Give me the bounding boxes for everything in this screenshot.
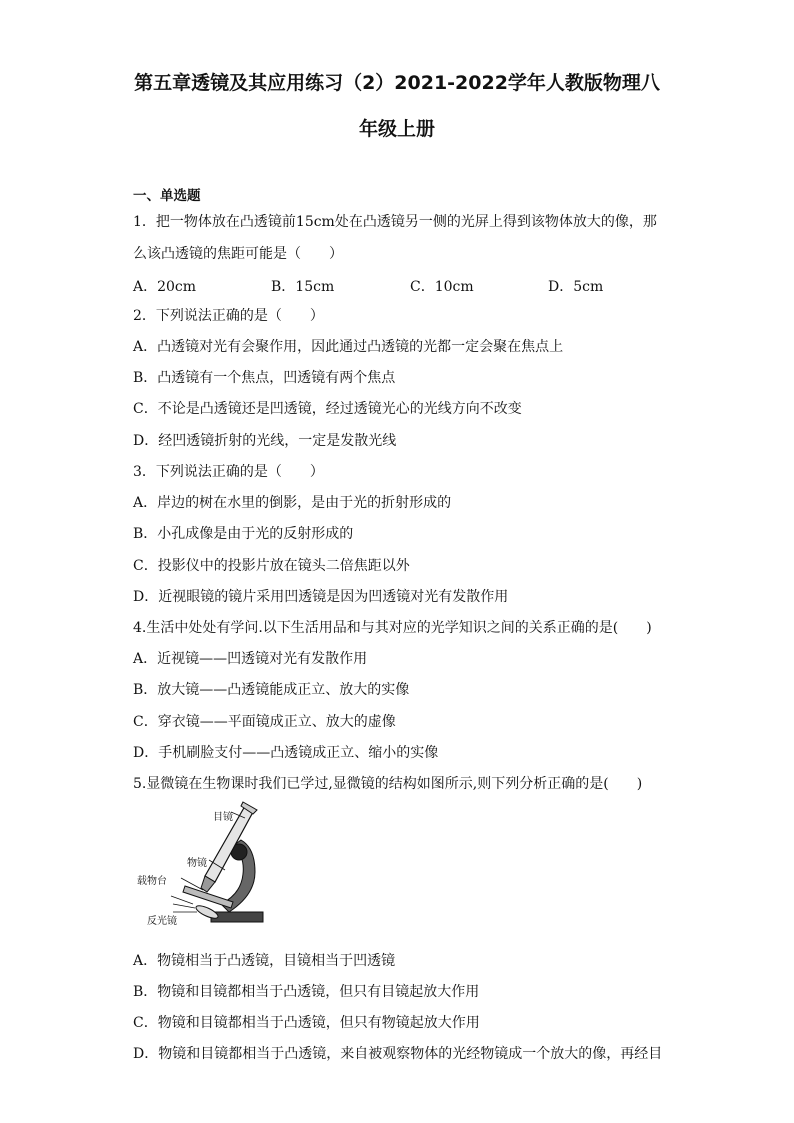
question-4-stem: 4.生活中处处有学问.以下生活用品和与其对应的光学知识之间的关系正确的是( ) (133, 620, 652, 636)
question-4-option-a: A．近视镜——凹透镜对光有发散作用 (133, 651, 368, 667)
question-1-stem-line-1: 1．把一物体放在凸透镜前15cm处在凸透镜另一侧的光屏上得到该物体放大的像，那 (133, 214, 657, 230)
question-2-option-b: B．凸透镜有一个焦点，凹透镜有两个焦点 (133, 370, 396, 386)
question-1-option-d: D．5cm (548, 279, 604, 295)
question-3-stem: 3．下列说法正确的是（ ） (133, 464, 324, 480)
question-5-option-a: A．物镜相当于凸透镜，目镜相当于凹透镜 (133, 953, 396, 969)
figure-label-stage: 载物台 (137, 876, 167, 887)
microscope-figure (133, 800, 273, 930)
figure-label-objective: 物镜 (187, 858, 207, 869)
question-3-option-c: C．投影仪中的投影片放在镜头二倍焦距以外 (133, 558, 410, 574)
section-title: 一、单选题 (133, 188, 201, 204)
question-5-option-b: B．物镜和目镜都相当于凸透镜，但只有目镜起放大作用 (133, 984, 480, 1000)
figure-label-mirror: 反光镜 (147, 916, 177, 927)
page-title-line-1: 第五章透镜及其应用练习（2）2021-2022学年人教版物理八 (134, 72, 660, 94)
question-1-option-b: B．15cm (271, 279, 335, 295)
figure-label-eyepiece: 目镜 (213, 812, 233, 823)
question-2-option-c: C．不论是凸透镜还是凹透镜，经过透镜光心的光线方向不改变 (133, 401, 522, 417)
question-5-option-c: C．物镜和目镜都相当于凸透镜，但只有物镜起放大作用 (133, 1015, 480, 1031)
question-3-option-a: A．岸边的树在水里的倒影，是由于光的折射形成的 (133, 495, 452, 511)
question-2-stem: 2．下列说法正确的是（ ） (133, 308, 324, 324)
question-1-option-c: C．10cm (410, 279, 474, 295)
page-title-line-2: 年级上册 (358, 118, 435, 140)
question-4-option-b: B．放大镜——凸透镜能成正立、放大的实像 (133, 682, 410, 698)
question-1-stem-line-2: 么该凸透镜的焦距可能是（ ） (133, 246, 343, 262)
question-2-option-d: D．经凹透镜折射的光线，一定是发散光线 (133, 433, 397, 449)
question-3-option-b: B．小孔成像是由于光的反射形成的 (133, 526, 354, 542)
question-2-option-a: A．凸透镜对光有会聚作用，因此通过凸透镜的光都一定会聚在焦点上 (133, 339, 564, 355)
question-5-option-d: D．物镜和目镜都相当于凸透镜，来自被观察物体的光经物镜成一个放大的像，再经目 (133, 1046, 663, 1062)
question-4-option-d: D．手机刷脸支付——凸透镜成正立、缩小的实像 (133, 745, 439, 761)
question-4-option-c: C．穿衣镜——平面镜成正立、放大的虚像 (133, 714, 396, 730)
question-5-stem: 5.显微镜在生物课时我们已学过,显微镜的结构如图所示,则下列分析正确的是( ) (133, 776, 643, 792)
question-3-option-d: D．近视眼镜的镜片采用凹透镜是因为凹透镜对光有发散作用 (133, 589, 509, 605)
question-1-option-a: A．20cm (133, 279, 197, 295)
